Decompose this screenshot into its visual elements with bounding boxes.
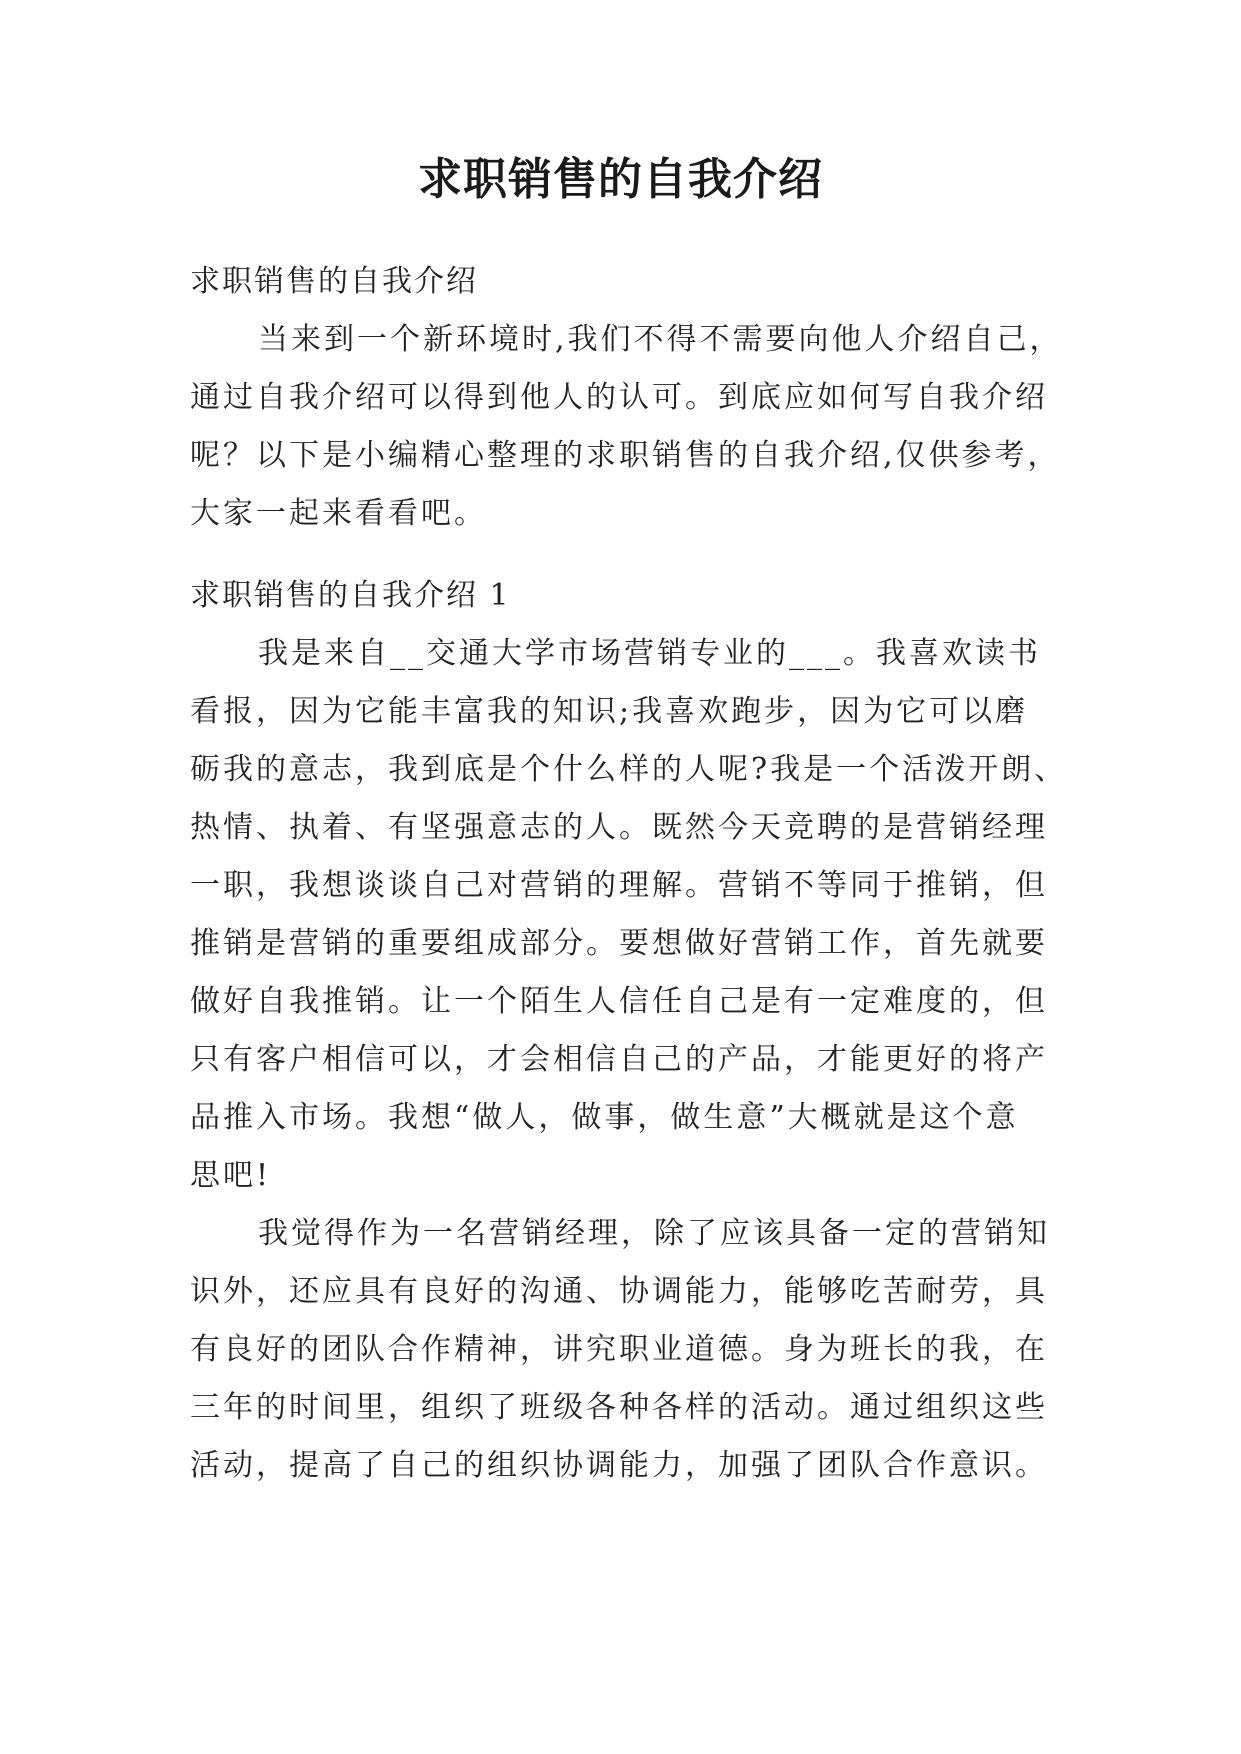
paragraph-line: 活动，提高了自己的组织协调能力，加强了团队合作意识。 [190, 1448, 1048, 1483]
intro-line: 呢？以下是小编精心整理的求职销售的自我介绍,仅供参考， [190, 438, 1061, 473]
paragraph-line: 有良好的团队合作精神，讲究职业道德。身为班长的我，在 [190, 1332, 1048, 1367]
paragraph-line: 一职，我想谈谈自己对营销的理解。营销不等同于推销，但 [190, 868, 1048, 903]
section-1 [190, 567, 1068, 1495]
paragraph-line: 三年的时间里，组织了班级各种各样的活动。通过组织这些 [190, 1390, 1048, 1425]
paragraph-line: 我觉得作为一名营销经理，除了应该具备一定的营销知 [258, 1216, 1050, 1251]
document-title: 求职销售的自我介绍 [418, 154, 823, 205]
subtitle: 求职销售的自我介绍 [190, 264, 478, 299]
paragraph-line: 热情、执着、有坚强意志的人。既然今天竞聘的是营销经理 [190, 810, 1048, 845]
paragraph-line: 品推入市场。我想“做人，做事，做生意”大概就是这个意 [190, 1100, 1019, 1135]
section-heading: 求职销售的自我介绍 1 [190, 578, 511, 613]
paragraph-line: 只有客户相信可以，才会相信自己的产品，才能更好的将产 [190, 1042, 1048, 1077]
intro-section [190, 253, 1063, 543]
paragraph-line: 做好自我推销。让一个陌生人信任自己是有一定难度的，但 [190, 984, 1048, 1019]
intro-line: 当来到一个新环境时,我们不得不需要向他人介绍自己， [258, 322, 1063, 357]
intro-line: 大家一起来看看吧。 [190, 496, 487, 531]
paragraph-line: 识外，还应具有良好的沟通、协调能力，能够吃苦耐劳，具 [190, 1274, 1048, 1309]
paragraph-line: 推销是营销的重要组成部分。要想做好营销工作，首先就要 [190, 926, 1048, 961]
paragraph-line: 我是来自__交通大学市场营销专业的___。我喜欢读书 [258, 636, 1041, 671]
paragraph-line: 看报，因为它能丰富我的知识;我喜欢跑步，因为它可以磨 [190, 694, 1029, 729]
intro-line: 通过自我介绍可以得到他人的认可。到底应如何写自我介绍 [190, 380, 1048, 415]
paragraph-line: 思吧! [190, 1158, 272, 1193]
paragraph-line: 砺我的意志，我到底是个什么样的人呢?我是一个活泼开朗、 [190, 752, 1068, 787]
